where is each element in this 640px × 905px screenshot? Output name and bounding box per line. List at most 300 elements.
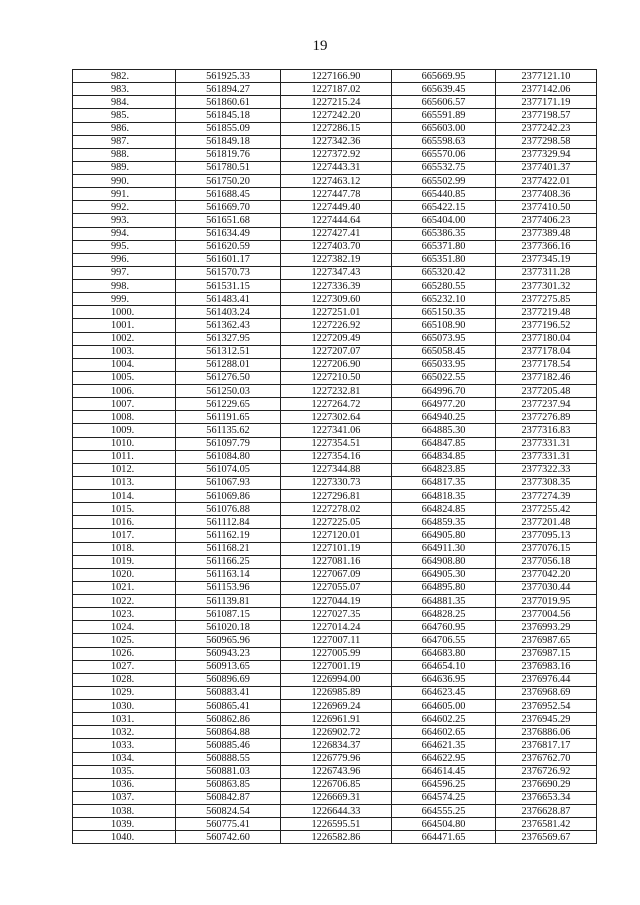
table-row	[73, 240, 597, 253]
x2-coordinate-cell: 664623.45	[392, 686, 496, 699]
coordinates-table-body	[73, 70, 597, 844]
y2-coordinate-cell: 2377095.13	[496, 529, 597, 542]
x-coordinate-cell: 561849.18	[176, 135, 281, 148]
point-number-cell: 1029.	[73, 686, 176, 699]
x-coordinate-cell: 561651.68	[176, 214, 281, 227]
table-row	[73, 805, 597, 818]
point-number-cell: 1019.	[73, 555, 176, 568]
point-number-cell: 1036.	[73, 778, 176, 791]
table-row	[73, 634, 597, 647]
point-number-cell: 1012.	[73, 463, 176, 476]
y2-coordinate-cell: 2377201.48	[496, 516, 597, 529]
page-number: 19	[312, 38, 328, 54]
y-coordinate-cell: 1227309.60	[281, 293, 392, 306]
point-number-cell: 991.	[73, 188, 176, 201]
table-row	[73, 306, 597, 319]
x2-coordinate-cell: 664940.25	[392, 411, 496, 424]
x-coordinate-cell: 561163.14	[176, 568, 281, 581]
x-coordinate-cell: 561750.20	[176, 175, 281, 188]
x2-coordinate-cell: 665591.89	[392, 109, 496, 122]
x2-coordinate-cell: 664555.25	[392, 805, 496, 818]
point-number-cell: 1017.	[73, 529, 176, 542]
y-coordinate-cell: 1227101.19	[281, 542, 392, 555]
x2-coordinate-cell: 664621.35	[392, 739, 496, 752]
y-coordinate-cell: 1227296.81	[281, 490, 392, 503]
table-row	[73, 713, 597, 726]
y-coordinate-cell: 1227427.41	[281, 227, 392, 240]
y-coordinate-cell: 1227302.64	[281, 411, 392, 424]
x-coordinate-cell: 560842.87	[176, 791, 281, 804]
x2-coordinate-cell: 664654.10	[392, 660, 496, 673]
x-coordinate-cell: 561139.81	[176, 595, 281, 608]
point-number-cell: 1026.	[73, 647, 176, 660]
table-row	[73, 437, 597, 450]
y2-coordinate-cell: 2377408.36	[496, 188, 597, 201]
x-coordinate-cell: 561162.19	[176, 529, 281, 542]
y2-coordinate-cell: 2376886.06	[496, 726, 597, 739]
table-row	[73, 778, 597, 791]
point-number-cell: 982.	[73, 70, 176, 83]
y-coordinate-cell: 1226644.33	[281, 805, 392, 818]
x2-coordinate-cell: 664885.30	[392, 424, 496, 437]
x-coordinate-cell: 561087.15	[176, 608, 281, 621]
y2-coordinate-cell: 2377178.54	[496, 358, 597, 371]
table-row	[73, 332, 597, 345]
x2-coordinate-cell: 664683.80	[392, 647, 496, 660]
point-number-cell: 996.	[73, 253, 176, 266]
table-row	[73, 555, 597, 568]
y-coordinate-cell: 1227187.02	[281, 83, 392, 96]
x2-coordinate-cell: 664824.85	[392, 503, 496, 516]
y2-coordinate-cell: 2377311.28	[496, 266, 597, 279]
table-row	[73, 253, 597, 266]
point-number-cell: 1035.	[73, 765, 176, 778]
y-coordinate-cell: 1226669.31	[281, 791, 392, 804]
table-row	[73, 647, 597, 660]
y2-coordinate-cell: 2376968.69	[496, 686, 597, 699]
x-coordinate-cell: 561288.01	[176, 358, 281, 371]
point-number-cell: 1011.	[73, 450, 176, 463]
x2-coordinate-cell: 665606.57	[392, 96, 496, 109]
y-coordinate-cell: 1227206.90	[281, 358, 392, 371]
x2-coordinate-cell: 665404.00	[392, 214, 496, 227]
point-number-cell: 1002.	[73, 332, 176, 345]
x2-coordinate-cell: 664996.70	[392, 385, 496, 398]
x2-coordinate-cell: 664622.95	[392, 752, 496, 765]
x-coordinate-cell: 561166.25	[176, 555, 281, 568]
y2-coordinate-cell: 2376581.42	[496, 818, 597, 831]
y-coordinate-cell: 1226706.85	[281, 778, 392, 791]
y2-coordinate-cell: 2376987.65	[496, 634, 597, 647]
table-row	[73, 673, 597, 686]
point-number-cell: 1004.	[73, 358, 176, 371]
point-number-cell: 994.	[73, 227, 176, 240]
y-coordinate-cell: 1226985.89	[281, 686, 392, 699]
x-coordinate-cell: 561153.96	[176, 581, 281, 594]
x2-coordinate-cell: 665603.00	[392, 122, 496, 135]
table-row	[73, 765, 597, 778]
x-coordinate-cell: 561845.18	[176, 109, 281, 122]
y-coordinate-cell: 1227372.92	[281, 148, 392, 161]
point-number-cell: 1023.	[73, 608, 176, 621]
y2-coordinate-cell: 2376987.15	[496, 647, 597, 660]
table-row	[73, 188, 597, 201]
x-coordinate-cell: 561925.33	[176, 70, 281, 83]
table-row	[73, 581, 597, 594]
x-coordinate-cell: 561688.45	[176, 188, 281, 201]
y-coordinate-cell: 1227001.19	[281, 660, 392, 673]
y-coordinate-cell: 1226779.96	[281, 752, 392, 765]
x-coordinate-cell: 560913.65	[176, 660, 281, 673]
x-coordinate-cell: 561074.05	[176, 463, 281, 476]
point-number-cell: 1013.	[73, 476, 176, 489]
y-coordinate-cell: 1227210.50	[281, 371, 392, 384]
x2-coordinate-cell: 664895.80	[392, 581, 496, 594]
y-coordinate-cell: 1227120.01	[281, 529, 392, 542]
table-row	[73, 595, 597, 608]
y2-coordinate-cell: 2377056.18	[496, 555, 597, 568]
y2-coordinate-cell: 2377076.15	[496, 542, 597, 555]
x-coordinate-cell: 561531.15	[176, 280, 281, 293]
x-coordinate-cell: 561312.51	[176, 345, 281, 358]
x-coordinate-cell: 561327.95	[176, 332, 281, 345]
point-number-cell: 1022.	[73, 595, 176, 608]
table-row	[73, 463, 597, 476]
y2-coordinate-cell: 2377331.31	[496, 450, 597, 463]
table-row	[73, 529, 597, 542]
table-row	[73, 752, 597, 765]
y2-coordinate-cell: 2377242.23	[496, 122, 597, 135]
x2-coordinate-cell: 665073.95	[392, 332, 496, 345]
x2-coordinate-cell: 664471.65	[392, 831, 496, 844]
point-number-cell: 1009.	[73, 424, 176, 437]
x2-coordinate-cell: 664905.30	[392, 568, 496, 581]
point-number-cell: 1025.	[73, 634, 176, 647]
point-number-cell: 984.	[73, 96, 176, 109]
table-row	[73, 280, 597, 293]
point-number-cell: 1031.	[73, 713, 176, 726]
y-coordinate-cell: 1227242.20	[281, 109, 392, 122]
y-coordinate-cell: 1227044.19	[281, 595, 392, 608]
point-number-cell: 993.	[73, 214, 176, 227]
point-number-cell: 1008.	[73, 411, 176, 424]
point-number-cell: 1020.	[73, 568, 176, 581]
table-row	[73, 345, 597, 358]
point-number-cell: 1024.	[73, 621, 176, 634]
x2-coordinate-cell: 664905.80	[392, 529, 496, 542]
x-coordinate-cell: 560943.23	[176, 647, 281, 660]
y2-coordinate-cell: 2377180.04	[496, 332, 597, 345]
y-coordinate-cell: 1226582.86	[281, 831, 392, 844]
y-coordinate-cell: 1227354.16	[281, 450, 392, 463]
y2-coordinate-cell: 2377401.37	[496, 161, 597, 174]
table-row	[73, 503, 597, 516]
y-coordinate-cell: 1227027.35	[281, 608, 392, 621]
table-row	[73, 608, 597, 621]
x2-coordinate-cell: 665058.45	[392, 345, 496, 358]
table-row	[73, 424, 597, 437]
table-row	[73, 818, 597, 831]
x2-coordinate-cell: 665033.95	[392, 358, 496, 371]
table-row	[73, 96, 597, 109]
x-coordinate-cell: 561135.62	[176, 424, 281, 437]
table-row	[73, 214, 597, 227]
x-coordinate-cell: 561020.18	[176, 621, 281, 634]
table-row	[73, 175, 597, 188]
y2-coordinate-cell: 2377345.19	[496, 253, 597, 266]
x-coordinate-cell: 561362.43	[176, 319, 281, 332]
table-row	[73, 70, 597, 83]
point-number-cell: 1040.	[73, 831, 176, 844]
table-row	[73, 516, 597, 529]
y2-coordinate-cell: 2377276.89	[496, 411, 597, 424]
table-row	[73, 385, 597, 398]
y2-coordinate-cell: 2377298.58	[496, 135, 597, 148]
y-coordinate-cell: 1227444.64	[281, 214, 392, 227]
y2-coordinate-cell: 2376628.87	[496, 805, 597, 818]
y2-coordinate-cell: 2377042.20	[496, 568, 597, 581]
point-number-cell: 986.	[73, 122, 176, 135]
table-row	[73, 293, 597, 306]
y-coordinate-cell: 1226994.00	[281, 673, 392, 686]
x2-coordinate-cell: 664602.65	[392, 726, 496, 739]
x2-coordinate-cell: 665386.35	[392, 227, 496, 240]
y2-coordinate-cell: 2377331.31	[496, 437, 597, 450]
x-coordinate-cell: 561112.84	[176, 516, 281, 529]
y2-coordinate-cell: 2377196.52	[496, 319, 597, 332]
point-number-cell: 989.	[73, 161, 176, 174]
y-coordinate-cell: 1227341.06	[281, 424, 392, 437]
x-coordinate-cell: 560883.41	[176, 686, 281, 699]
y2-coordinate-cell: 2377019.95	[496, 595, 597, 608]
x2-coordinate-cell: 664817.35	[392, 476, 496, 489]
point-number-cell: 1007.	[73, 398, 176, 411]
y2-coordinate-cell: 2376569.67	[496, 831, 597, 844]
table-row	[73, 660, 597, 673]
point-number-cell: 1010.	[73, 437, 176, 450]
point-number-cell: 1006.	[73, 385, 176, 398]
y2-coordinate-cell: 2376952.54	[496, 700, 597, 713]
y-coordinate-cell: 1227264.72	[281, 398, 392, 411]
x2-coordinate-cell: 665440.85	[392, 188, 496, 201]
y2-coordinate-cell: 2376983.16	[496, 660, 597, 673]
x2-coordinate-cell: 665422.15	[392, 201, 496, 214]
y-coordinate-cell: 1226743.96	[281, 765, 392, 778]
x-coordinate-cell: 560742.60	[176, 831, 281, 844]
x-coordinate-cell: 560824.54	[176, 805, 281, 818]
x2-coordinate-cell: 664636.95	[392, 673, 496, 686]
y2-coordinate-cell: 2376762.70	[496, 752, 597, 765]
x-coordinate-cell: 561097.79	[176, 437, 281, 450]
x-coordinate-cell: 561860.61	[176, 96, 281, 109]
y2-coordinate-cell: 2377198.57	[496, 109, 597, 122]
y-coordinate-cell: 1227342.36	[281, 135, 392, 148]
x-coordinate-cell: 561067.93	[176, 476, 281, 489]
x2-coordinate-cell: 664706.55	[392, 634, 496, 647]
table-row	[73, 726, 597, 739]
table-row	[73, 148, 597, 161]
table-row	[73, 542, 597, 555]
x2-coordinate-cell: 665108.90	[392, 319, 496, 332]
y-coordinate-cell: 1227014.24	[281, 621, 392, 634]
x-coordinate-cell: 561191.65	[176, 411, 281, 424]
y-coordinate-cell: 1227207.07	[281, 345, 392, 358]
y-coordinate-cell: 1227278.02	[281, 503, 392, 516]
y-coordinate-cell: 1227330.73	[281, 476, 392, 489]
y-coordinate-cell: 1226595.51	[281, 818, 392, 831]
y2-coordinate-cell: 2377406.23	[496, 214, 597, 227]
y2-coordinate-cell: 2377275.85	[496, 293, 597, 306]
x2-coordinate-cell: 665598.63	[392, 135, 496, 148]
coordinates-table	[72, 69, 597, 844]
x-coordinate-cell: 561076.88	[176, 503, 281, 516]
y2-coordinate-cell: 2377121.10	[496, 70, 597, 83]
x-coordinate-cell: 560863.85	[176, 778, 281, 791]
y-coordinate-cell: 1227209.49	[281, 332, 392, 345]
y2-coordinate-cell: 2377219.48	[496, 306, 597, 319]
x2-coordinate-cell: 664596.25	[392, 778, 496, 791]
x2-coordinate-cell: 665150.35	[392, 306, 496, 319]
point-number-cell: 1015.	[73, 503, 176, 516]
y2-coordinate-cell: 2377142.06	[496, 83, 597, 96]
table-row	[73, 568, 597, 581]
x-coordinate-cell: 560885.46	[176, 739, 281, 752]
y2-coordinate-cell: 2377366.16	[496, 240, 597, 253]
point-number-cell: 1028.	[73, 673, 176, 686]
table-row	[73, 621, 597, 634]
table-row	[73, 266, 597, 279]
x2-coordinate-cell: 664834.85	[392, 450, 496, 463]
table-row	[73, 201, 597, 214]
table-row	[73, 476, 597, 489]
point-number-cell: 990.	[73, 175, 176, 188]
point-number-cell: 1016.	[73, 516, 176, 529]
y2-coordinate-cell: 2377329.94	[496, 148, 597, 161]
y2-coordinate-cell: 2377171.19	[496, 96, 597, 109]
table-row	[73, 371, 597, 384]
y-coordinate-cell: 1227007.11	[281, 634, 392, 647]
y-coordinate-cell: 1226902.72	[281, 726, 392, 739]
point-number-cell: 985.	[73, 109, 176, 122]
x2-coordinate-cell: 665502.99	[392, 175, 496, 188]
table-row	[73, 411, 597, 424]
x-coordinate-cell: 561669.70	[176, 201, 281, 214]
x-coordinate-cell: 561855.09	[176, 122, 281, 135]
table-row	[73, 227, 597, 240]
table-row	[73, 490, 597, 503]
x2-coordinate-cell: 665669.95	[392, 70, 496, 83]
y2-coordinate-cell: 2377410.50	[496, 201, 597, 214]
point-number-cell: 1032.	[73, 726, 176, 739]
x-coordinate-cell: 560881.03	[176, 765, 281, 778]
table-row	[73, 161, 597, 174]
y2-coordinate-cell: 2376817.17	[496, 739, 597, 752]
x-coordinate-cell: 561250.03	[176, 385, 281, 398]
x-coordinate-cell: 561276.50	[176, 371, 281, 384]
x-coordinate-cell: 561229.65	[176, 398, 281, 411]
x-coordinate-cell: 560864.88	[176, 726, 281, 739]
table-row	[73, 739, 597, 752]
y-coordinate-cell: 1226969.24	[281, 700, 392, 713]
x2-coordinate-cell: 664602.25	[392, 713, 496, 726]
x2-coordinate-cell: 665022.55	[392, 371, 496, 384]
y2-coordinate-cell: 2377178.04	[496, 345, 597, 358]
y2-coordinate-cell: 2376976.44	[496, 673, 597, 686]
x-coordinate-cell: 560888.55	[176, 752, 281, 765]
y2-coordinate-cell: 2377182.46	[496, 371, 597, 384]
point-number-cell: 1034.	[73, 752, 176, 765]
y2-coordinate-cell: 2376993.29	[496, 621, 597, 634]
x-coordinate-cell: 561069.86	[176, 490, 281, 503]
x2-coordinate-cell: 665280.55	[392, 280, 496, 293]
table-row	[73, 358, 597, 371]
table-row	[73, 450, 597, 463]
point-number-cell: 1000.	[73, 306, 176, 319]
x2-coordinate-cell: 664847.85	[392, 437, 496, 450]
y2-coordinate-cell: 2377422.01	[496, 175, 597, 188]
y2-coordinate-cell: 2377205.48	[496, 385, 597, 398]
point-number-cell: 992.	[73, 201, 176, 214]
y-coordinate-cell: 1227067.09	[281, 568, 392, 581]
point-number-cell: 988.	[73, 148, 176, 161]
x2-coordinate-cell: 665351.80	[392, 253, 496, 266]
x2-coordinate-cell: 665232.10	[392, 293, 496, 306]
x2-coordinate-cell: 665570.06	[392, 148, 496, 161]
table-row	[73, 122, 597, 135]
y2-coordinate-cell: 2377274.39	[496, 490, 597, 503]
y-coordinate-cell: 1227286.15	[281, 122, 392, 135]
y-coordinate-cell: 1227447.78	[281, 188, 392, 201]
point-number-cell: 1033.	[73, 739, 176, 752]
point-number-cell: 1027.	[73, 660, 176, 673]
y2-coordinate-cell: 2377301.32	[496, 280, 597, 293]
x2-coordinate-cell: 664911.30	[392, 542, 496, 555]
point-number-cell: 998.	[73, 280, 176, 293]
y-coordinate-cell: 1227081.16	[281, 555, 392, 568]
x2-coordinate-cell: 665320.42	[392, 266, 496, 279]
y-coordinate-cell: 1227403.70	[281, 240, 392, 253]
y2-coordinate-cell: 2377322.33	[496, 463, 597, 476]
x2-coordinate-cell: 664504.80	[392, 818, 496, 831]
y2-coordinate-cell: 2377316.83	[496, 424, 597, 437]
x-coordinate-cell: 561168.21	[176, 542, 281, 555]
table-row	[73, 831, 597, 844]
point-number-cell: 1001.	[73, 319, 176, 332]
x2-coordinate-cell: 664859.35	[392, 516, 496, 529]
y2-coordinate-cell: 2376690.29	[496, 778, 597, 791]
table-row	[73, 686, 597, 699]
point-number-cell: 1018.	[73, 542, 176, 555]
y2-coordinate-cell: 2377389.48	[496, 227, 597, 240]
y-coordinate-cell: 1227232.81	[281, 385, 392, 398]
x2-coordinate-cell: 664605.00	[392, 700, 496, 713]
y-coordinate-cell: 1227055.07	[281, 581, 392, 594]
table-row	[73, 109, 597, 122]
y-coordinate-cell: 1227251.01	[281, 306, 392, 319]
y2-coordinate-cell: 2377255.42	[496, 503, 597, 516]
x-coordinate-cell: 561084.80	[176, 450, 281, 463]
x2-coordinate-cell: 664977.20	[392, 398, 496, 411]
y-coordinate-cell: 1227226.92	[281, 319, 392, 332]
x-coordinate-cell: 561894.27	[176, 83, 281, 96]
x2-coordinate-cell: 664574.25	[392, 791, 496, 804]
y-coordinate-cell: 1227344.88	[281, 463, 392, 476]
x2-coordinate-cell: 665532.75	[392, 161, 496, 174]
y-coordinate-cell: 1227215.24	[281, 96, 392, 109]
point-number-cell: 987.	[73, 135, 176, 148]
point-number-cell: 1005.	[73, 371, 176, 384]
y2-coordinate-cell: 2377030.44	[496, 581, 597, 594]
